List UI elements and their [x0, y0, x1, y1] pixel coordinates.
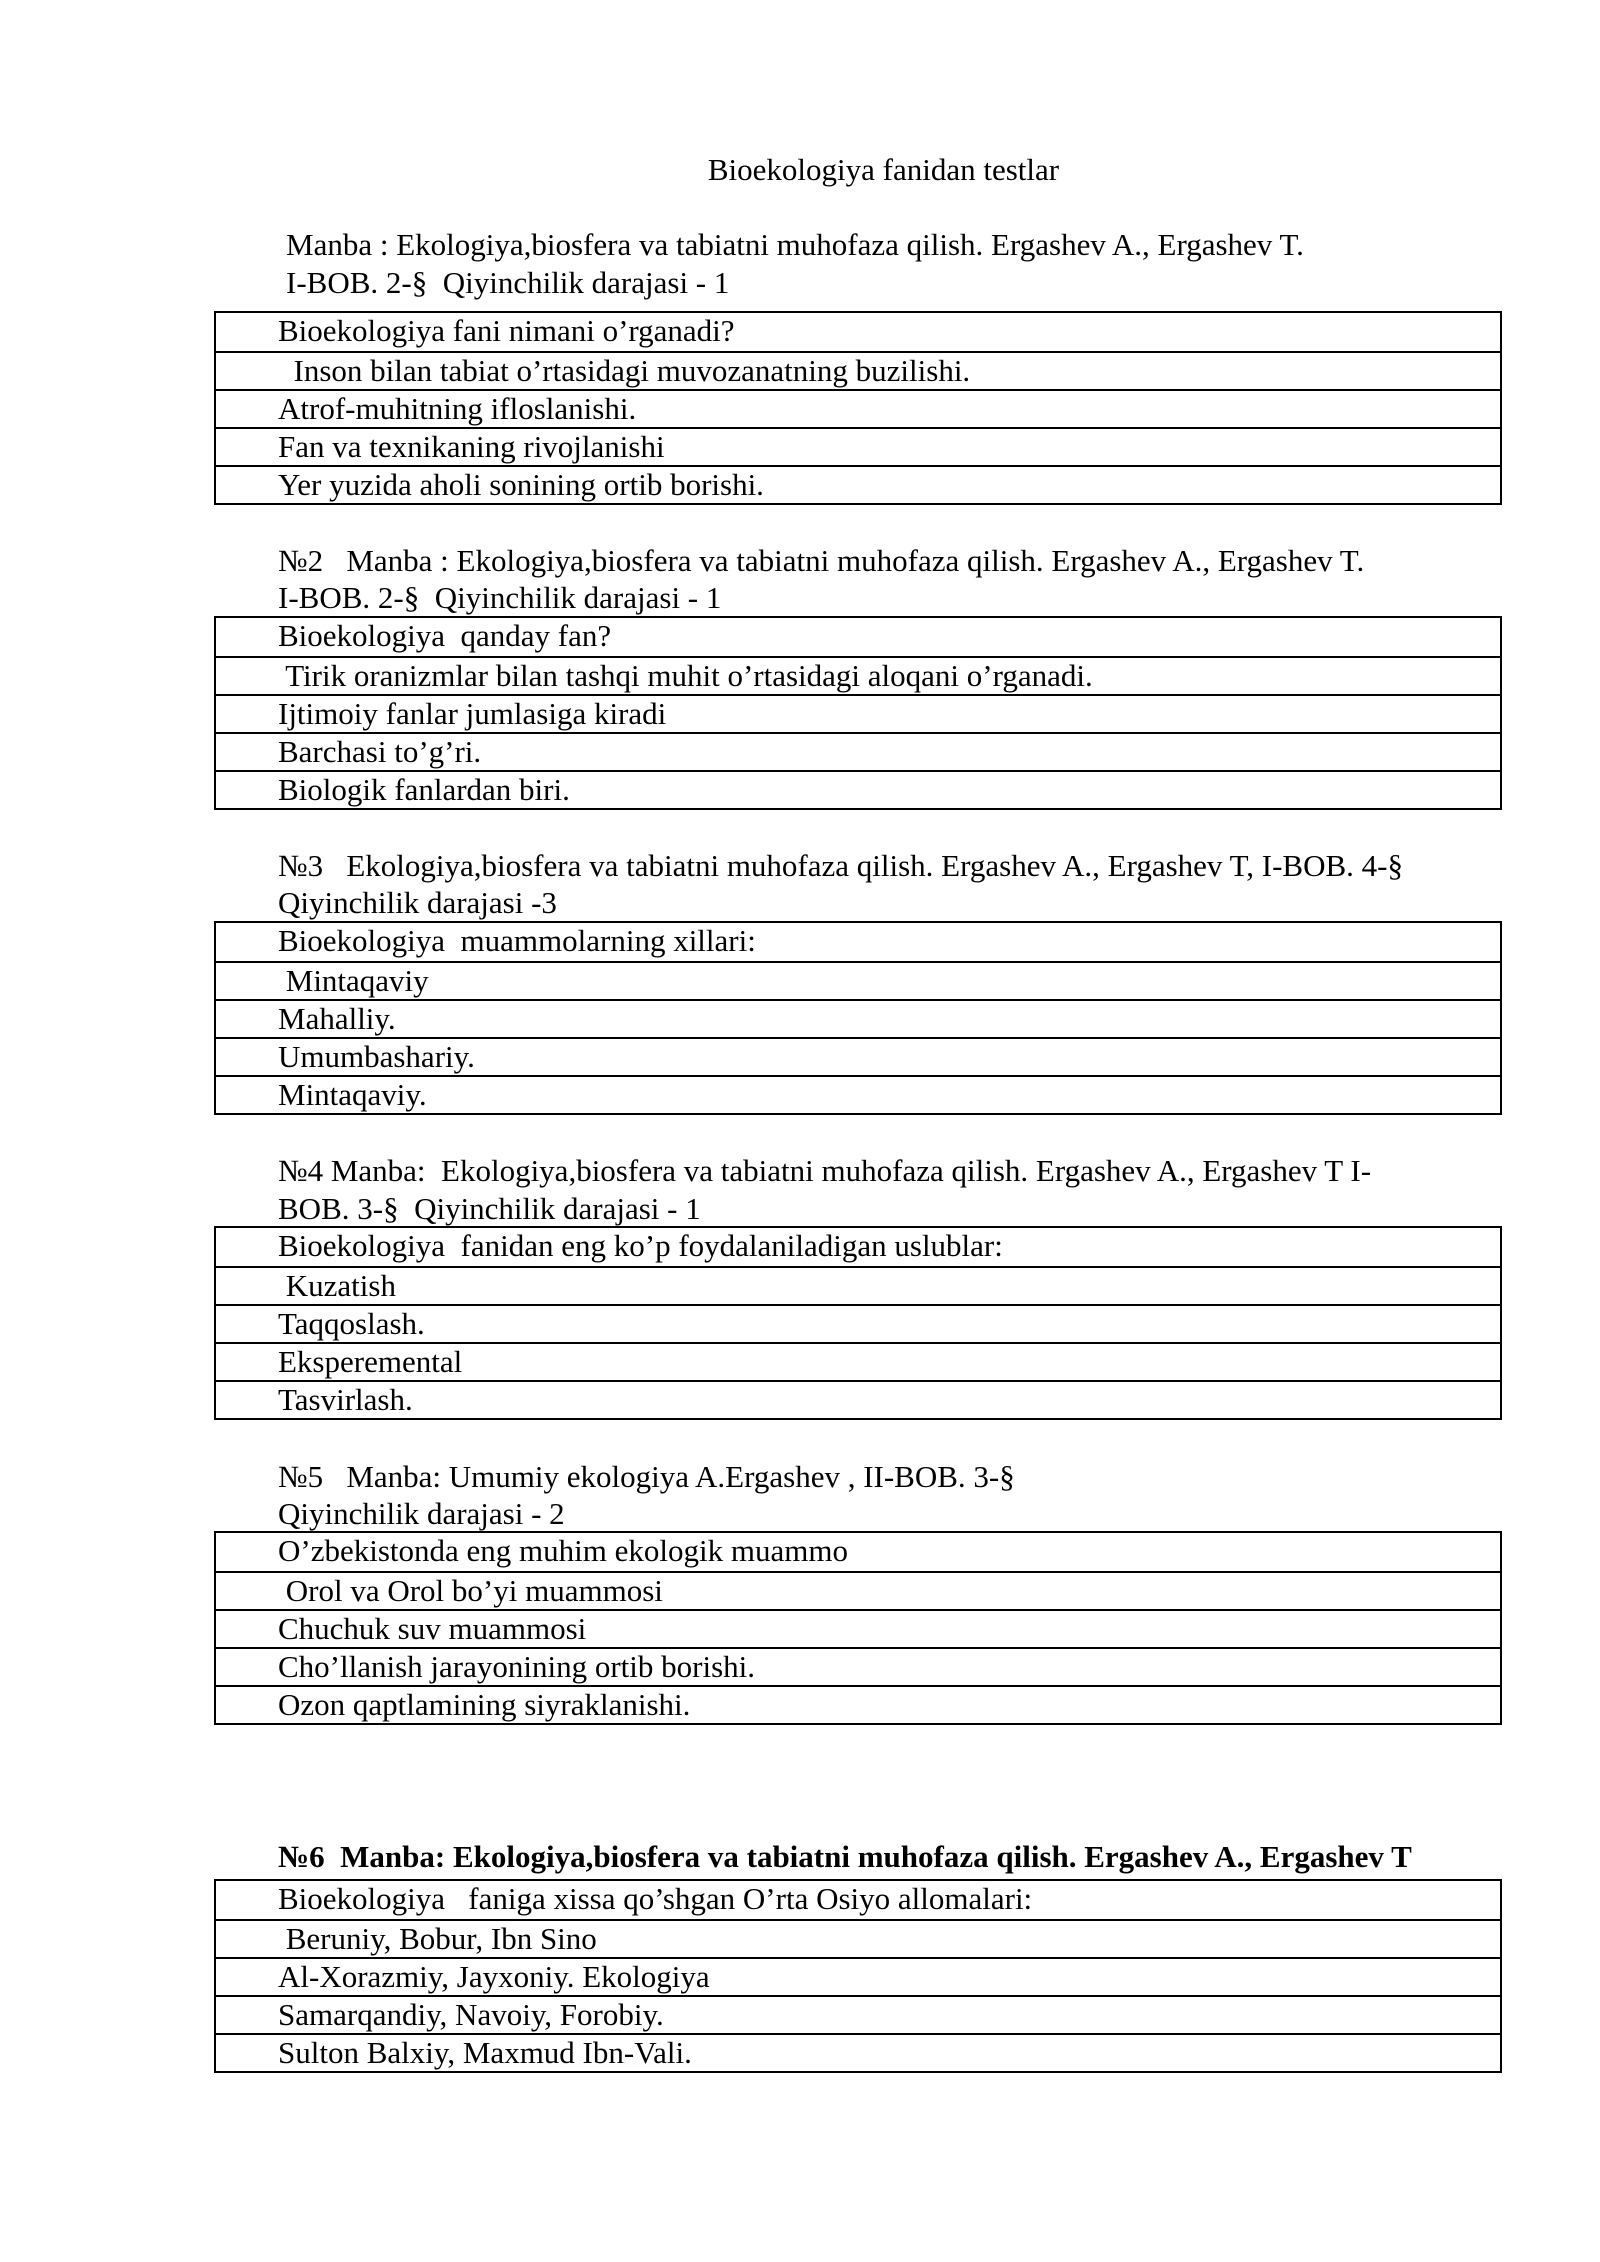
- question-5-source-line-2: Qiyinchilik darajasi - 2: [278, 1496, 565, 1531]
- question-3-text: Bioekologiya muammolarning xillari:: [278, 923, 756, 958]
- question-2-answer-2: Ijtimoiy fanlar jumlasiga kiradi: [216, 694, 1500, 732]
- question-2-answer-4: Biologik fanlardan biri.: [216, 770, 1500, 808]
- question-1-table: [214, 311, 1502, 505]
- question-1-answer-3: Fan va texnikaning rivojlanishi: [216, 427, 1500, 465]
- question-2-source-line-2: I-BOB. 2-§ Qiyinchilik darajasi - 1: [278, 580, 722, 615]
- question-6-answer-2: Al-Xorazmiy, Jayxoniy. Ekologiya: [216, 1957, 1500, 1995]
- question-4-source-line-2: BOB. 3-§ Qiyinchilik darajasi - 1: [278, 1191, 701, 1226]
- question-5-answer-4: Ozon qaptlamining siyraklanishi.: [216, 1685, 1500, 1723]
- question-4-answer-1: Kuzatish: [216, 1266, 1500, 1304]
- question-3-answer-4: Mintaqaviy.: [216, 1075, 1500, 1113]
- question-2-text: Bioekologiya qanday fan?: [278, 618, 612, 653]
- question-5-source-line-1: №5 Manba: Umumiy ekologiya A.Ergashev , II-BOB. 3-§: [278, 1459, 1015, 1494]
- question-5-text: O’zbekistonda eng muhim ekologik muammo: [278, 1533, 848, 1568]
- question-4-text: Bioekologiya fanidan eng ko’p foydalaniladigan uslublar:: [278, 1228, 1003, 1263]
- question-2-table: [214, 616, 1502, 810]
- question-6-text: Bioekologiya faniga xissa qo’shgan O’rta Osiyo allomalari:: [278, 1881, 1033, 1916]
- question-6-answer-1: Beruniy, Bobur, Ibn Sino: [216, 1919, 1500, 1957]
- question-1-answer-2: Atrof-muhitning ifloslanishi.: [216, 389, 1500, 427]
- question-5-table: [214, 1531, 1502, 1725]
- question-1-source-line-1: Manba : Ekologiya,biosfera va tabiatni muhofaza qilish. Ergashev A., Ergashev T.: [286, 227, 1304, 262]
- question-4-answer-4: Tasvirlash.: [216, 1380, 1500, 1418]
- question-6-answer-4: Sulton Balxiy, Maxmud Ibn-Vali.: [216, 2033, 1500, 2071]
- question-2-source-line-1: №2 Manba : Ekologiya,biosfera va tabiatni muhofaza qilish. Ergashev A., Ergashev T.: [278, 543, 1365, 578]
- question-4-answer-3: Eksperemental: [216, 1342, 1500, 1380]
- question-2-answer-1: Tirik oranizmlar bilan tashqi muhit o’rtasidagi aloqani o’rganadi.: [216, 656, 1500, 694]
- document-title: Bioekologiya fanidan testlar: [707, 152, 1060, 187]
- question-3-source-line-1: №3 Ekologiya,biosfera va tabiatni muhofaza qilish. Ergashev A., Ergashev T, I-BOB. 4-§: [278, 848, 1403, 883]
- question-4-table: [214, 1226, 1502, 1420]
- question-1-answer-1: Inson bilan tabiat o’rtasidagi muvozanatning buzilishi.: [216, 351, 1500, 389]
- question-5-answer-3: Cho’llanish jarayonining ortib borishi.: [216, 1647, 1500, 1685]
- question-1-source-line-2: I-BOB. 2-§ Qiyinchilik darajasi - 1: [286, 265, 730, 300]
- question-1-answer-4: Yer yuzida aholi sonining ortib borishi.: [216, 465, 1500, 503]
- question-4-answer-2: Taqqoslash.: [216, 1304, 1500, 1342]
- question-6-source-line-1: №6 Manba: Ekologiya,biosfera va tabiatni muhofaza qilish. Ergashev A., Ergashev T: [278, 1839, 1412, 1874]
- question-5-answer-1: Orol va Orol bo’yi muammosi: [216, 1571, 1500, 1609]
- question-5-answer-2: Chuchuk suv muammosi: [216, 1609, 1500, 1647]
- question-1-text: Bioekologiya fani nimani o’rganadi?: [278, 313, 735, 348]
- question-3-table: [214, 921, 1502, 1115]
- question-3-answer-1: Mintaqaviy: [216, 961, 1500, 999]
- question-6-answer-3: Samarqandiy, Navoiy, Forobiy.: [216, 1995, 1500, 2033]
- question-2-answer-3: Barchasi to’g’ri.: [216, 732, 1500, 770]
- question-3-source-line-2: Qiyinchilik darajasi -3: [278, 885, 557, 920]
- question-3-answer-3: Umumbashariy.: [216, 1037, 1500, 1075]
- question-4-source-line-1: №4 Manba: Ekologiya,biosfera va tabiatni muhofaza qilish. Ergashev A., Ergashev T I-: [278, 1153, 1372, 1188]
- question-6-table: [214, 1879, 1502, 2073]
- question-3-answer-2: Mahalliy.: [216, 999, 1500, 1037]
